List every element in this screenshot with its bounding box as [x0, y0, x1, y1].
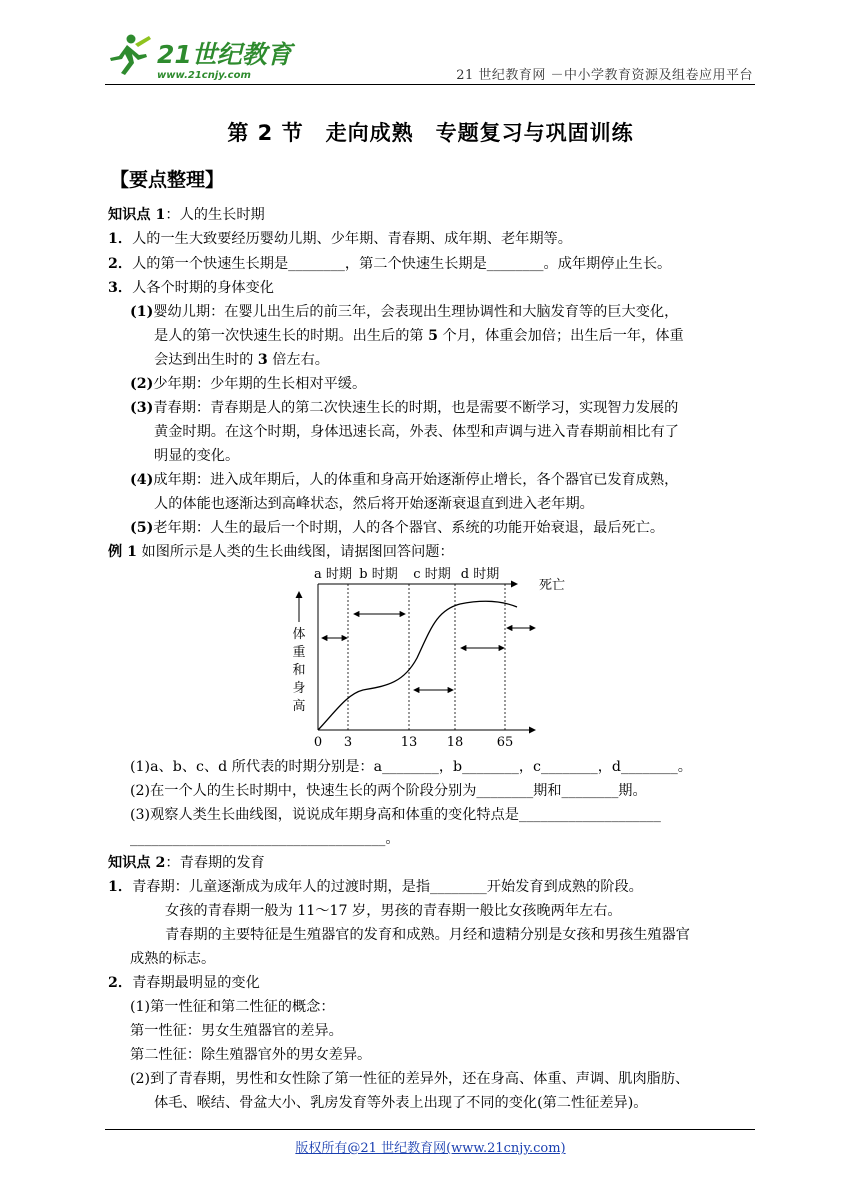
k2-item-2-text: 青春期最明显的变化: [132, 975, 260, 991]
k1-item-3-text: 人各个时期的身体变化: [132, 280, 274, 296]
k1-p3-line-1: [130, 398, 678, 418]
k1-p1-line-3: [154, 350, 329, 370]
page-header: [105, 28, 755, 86]
period-label: b 时期: [359, 567, 398, 582]
k1-p1-line-1: [130, 302, 678, 322]
header-divider: [105, 84, 755, 85]
example-1-label: 例 1: [108, 544, 137, 560]
k2-item-2: [108, 973, 260, 993]
k2-sub-1: (1)第一性征和第二性征的概念：: [130, 999, 335, 1015]
example-1-q1: (1)a、b、c、d 所代表的时期分别是：a________，b________，c________，d________。: [130, 759, 692, 775]
k1-item-3: [108, 278, 274, 298]
k1-p2-text: 少年期：少年期的生长相对平缓。: [153, 376, 367, 392]
k1-item-2-text: 人的第一个快速生长期是________，第二个快速生长期是________。成年期停止生长。: [132, 256, 672, 272]
example-1-text: 如图所示是人类的生长曲线图，请据图回答问题：: [137, 544, 454, 560]
k1-item-2: [108, 254, 671, 274]
y-label-2: 重: [292, 645, 306, 660]
k1-title: ：人的生长时期: [165, 207, 265, 223]
x-tick-labels: [314, 735, 513, 750]
k2-label: 知识点 2: [108, 855, 166, 871]
k2-item-1-line-4: 成熟的标志。: [130, 951, 216, 967]
period-label: a 时期: [314, 567, 352, 582]
k2-second-sex-trait: 第二性征：除生殖器官外的男女差异。: [130, 1047, 372, 1063]
k1-p4-text-a: 成年期：进入成年期后，人的体重和身高开始逐渐停止增长，各个器官已发育成熟，: [153, 472, 679, 488]
example-1-q3-line-2: ____________________________________。: [130, 831, 400, 847]
x-tick-label: 0: [313, 735, 323, 750]
k2-first-sex-trait: 第一性征：男女生殖器官的差异。: [130, 1023, 343, 1039]
k1-p1-num: (1): [130, 304, 154, 320]
k1-p3-text-a: 青春期：青春期是人的第二次快速生长的时期，也是需要不断学习，实现智力发展的: [153, 400, 679, 416]
k1-label: 知识点 1: [108, 207, 166, 223]
x-tick-label: 13: [400, 735, 418, 750]
k1-p1-text-a: 婴幼儿期：在婴儿出生后的前三年，会表现出生理协调性和大脑发育等的巨大变化，: [153, 304, 679, 320]
k1-p5: [130, 518, 664, 538]
k2-item-1-line-3: 青春期的主要特征是生殖器官的发育和成熟。月经和遗精分别是女孩和男孩生殖器官: [165, 927, 690, 943]
period-label: d 时期: [460, 567, 500, 582]
k2-item-1-num: 1．: [108, 879, 133, 895]
header-platform-text: 21 世纪教育网 －中小学教育资源及组卷应用平台: [456, 68, 753, 83]
k2-item-1: [108, 877, 643, 897]
k2-sub-2-line-2: 体毛、喉结、骨盆大小、乳房发育等外表上出现了不同的变化(第二性征差异)。: [154, 1095, 648, 1111]
period-dividers: [348, 584, 505, 730]
k1-p5-text: 老年期：人生的最后一个时期，人的各个器官、系统的功能开始衰退，最后死亡。: [153, 520, 665, 536]
k1-item-1: [108, 229, 572, 249]
y-label-1: 体: [292, 627, 306, 642]
death-label: 死亡: [539, 578, 566, 593]
logo-main-text: 21世纪教育: [157, 40, 292, 69]
k1-p3-line-3: 明显的变化。: [154, 448, 240, 464]
k1-p1-line-2: [154, 326, 684, 346]
k2-item-2-num: 2．: [108, 975, 133, 991]
k1-p1-num-3: 3: [257, 352, 268, 368]
stage-arrows: [322, 614, 535, 690]
y-label-3: 和: [292, 663, 306, 678]
k2-item-1-line-2: 女孩的青春期一般为 11～17 岁，男孩的青春期一般比女孩晚两年左右。: [165, 903, 622, 919]
k2-item-1-text: 青春期：儿童逐渐成为成年人的过渡时期，是指________开始发育到成熟的阶段。: [132, 879, 643, 895]
logo-url-text: www.21cnjy.com: [157, 70, 251, 81]
k1-p4-num: (4): [130, 472, 154, 488]
k1-p5-num: (5): [130, 520, 154, 536]
k1-p4-line-1: [130, 470, 678, 490]
site-logo: [105, 30, 305, 82]
example-1-q3-line-1: (3)观察人类生长曲线图，说说成年期身高和体重的变化特点是____________________: [130, 807, 661, 823]
k1-p1-num-5: 5: [428, 328, 438, 344]
y-label-4: 身: [292, 681, 306, 696]
x-tick-label: 65: [496, 735, 514, 750]
x-tick-label: 18: [446, 735, 464, 750]
example-1-q2: (2)在一个人的生长时期中，快速生长的两个阶段分别为________期和________期。: [130, 783, 647, 799]
y-label-5: 高: [292, 699, 306, 714]
k1-p1-text-c2: 倍左右。: [267, 352, 329, 368]
k1-p1-text-b2: 个月，体重会加倍；出生后一年，体重: [437, 328, 684, 344]
runner-icon: [110, 35, 151, 76]
period-labels: [314, 567, 499, 582]
section-heading: 【要点整理】: [110, 169, 225, 191]
k1-p2: [130, 374, 366, 394]
page-title: 第 2 节 走向成熟 专题复习与巩固训练: [227, 121, 634, 145]
k2-title: ：青春期的发育: [165, 855, 265, 871]
k1-heading: [108, 205, 265, 225]
period-label: c 时期: [413, 567, 451, 582]
x-tick-label: 3: [343, 735, 353, 750]
k1-p1-text-b1: 是人的第一次快速生长的时期。出生后的第: [154, 328, 429, 344]
growth-curve-chart: [285, 562, 570, 754]
k1-item-1-num: 1．: [108, 231, 133, 247]
k2-heading: [108, 853, 265, 873]
k2-sub-2-line-1: (2)到了青春期，男性和女性除了第一性征的差异外，还在身高、体重、声调、肌肉脂肪、: [130, 1071, 690, 1087]
k1-p1-text-c1: 会达到出生时的: [154, 352, 258, 368]
k1-item-2-num: 2．: [108, 256, 133, 272]
k1-p3-num: (3): [130, 400, 154, 416]
k1-item-3-num: 3．: [108, 280, 133, 296]
k1-p2-num: (2): [130, 376, 154, 392]
example-1-intro: [108, 542, 454, 562]
k1-p4-line-2: 人的体能也逐渐达到高峰状态，然后将开始逐渐衰退直到进入老年期。: [154, 496, 594, 512]
k1-item-1-text: 人的一生大致要经历婴幼儿期、少年期、青春期、成年期、老年期等。: [132, 231, 572, 247]
k1-p3-line-2: 黄金时期。在这个时期，身体迅速长高，外表、体型和声调与进入青春期前相比有了: [154, 424, 679, 440]
footer-divider: [105, 1129, 755, 1130]
footer-copyright-link[interactable]: 版权所有@21 世纪教育网(www.21cnjy.com): [295, 1141, 566, 1156]
